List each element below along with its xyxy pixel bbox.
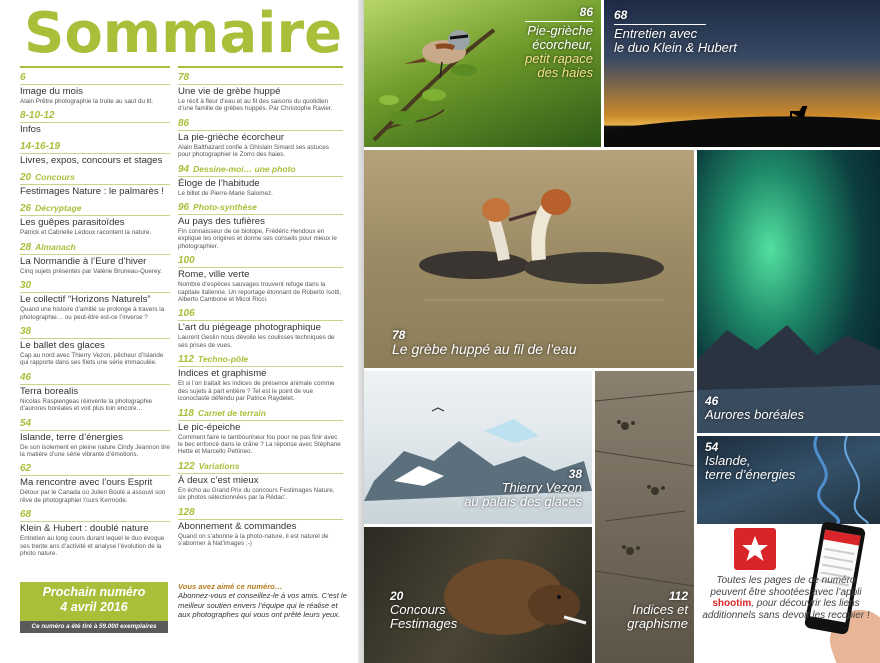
contents-entry[interactable]: [20, 172, 170, 198]
contest-page-number: 20: [390, 589, 404, 603]
entry-number: 62: [20, 463, 32, 475]
entry-heading: Rome, ville verte: [178, 269, 250, 281]
entry-number: 14-16-19: [20, 141, 61, 153]
entry-page-number: [20, 203, 170, 216]
entry-description: Comment faire le tambourineur fou pour ne pas finir avec le bec enfoncé dans le crâne ? La réponse avec Stéphane Hette et Marcello Pettineo.: [178, 433, 341, 456]
entry-heading: Klein & Hubert : doublé nature: [20, 523, 149, 535]
entry-heading: Le collectif “Horizons Naturels”: [20, 294, 151, 306]
interview-page-number: 68: [614, 8, 628, 22]
subscribe-promo: [178, 582, 348, 620]
contents-entry[interactable]: [20, 242, 170, 275]
tracks-caption: [627, 589, 688, 631]
shrike-caption-line1: Pie-grièche: [527, 23, 593, 38]
entry-number: 46: [20, 371, 32, 383]
shootim-text-before: Toutes les pages de ce numéro peuvent être shootées avec l’appli: [710, 575, 862, 598]
contents-entry[interactable]: [178, 72, 343, 113]
entry-number: 106: [178, 308, 195, 320]
entry-number: 20: [20, 172, 32, 184]
entry-category: Concours: [35, 172, 75, 183]
entry-number: 86: [178, 117, 190, 129]
entry-heading: Image du mois: [20, 86, 83, 97]
entry-page-number: [178, 202, 343, 215]
entry-heading: Ma rencontre avec l’ours Esprit: [20, 477, 153, 489]
entry-category: Dessine-moi… une photo: [193, 163, 296, 174]
entry-description: Fin connaisseur de ce biotope, Frédéric Hendoux en explique les origines et donne ses conseils pour mieux le photographier.: [178, 228, 337, 250]
phone-line: [822, 564, 852, 571]
title-rule-left: [20, 66, 170, 68]
iceland-photo-panel[interactable]: [697, 436, 880, 524]
entry-page-number: [20, 72, 170, 85]
print-run-note: Ce numéro a été tiré à 59.000 exemplaires: [20, 621, 168, 633]
entry-description: Et si l’on traitait les indices de présence animale comme des sujets à part entière ? Tel est le point de vue iconoclaste défendu par Patrice Raydelet.: [178, 380, 335, 403]
entry-description: Nicolas Raspiengeas réinvente la photographie d’aurores boréales et voit plus loin encore…: [20, 397, 152, 413]
entry-number: 100: [178, 255, 195, 267]
shootim-text-after: , pour découvrir les liens additionnels sans devoir les recopier !: [702, 598, 870, 621]
contents-entry[interactable]: [20, 463, 170, 504]
contents-column-left: [20, 72, 170, 563]
entry-number: 28: [20, 241, 32, 253]
entry-description: Cinq sujets présentés par Valérie Bruneau-Querey.: [20, 267, 162, 275]
ice-caption-line2: au palais des glaces: [464, 494, 582, 509]
entry-number: 112: [178, 354, 194, 366]
entry-heading: Éloge de l’habitude: [178, 177, 260, 189]
contents-entry[interactable]: [20, 141, 170, 167]
shrike-page-number: 86: [579, 5, 593, 19]
interview-caption-line2: le duo Klein & Hubert: [614, 40, 737, 55]
tracks-caption-line1: Indices et: [632, 602, 688, 617]
grebe-caption: [392, 328, 576, 356]
contents-entry[interactable]: [20, 110, 170, 136]
entry-number: 78: [178, 72, 190, 83]
aurora-page-number: 46: [705, 394, 719, 408]
star-icon: [740, 534, 770, 564]
grebe-caption-line1: Le grèbe huppé au fil de l’eau: [392, 341, 577, 357]
entry-number: 118: [178, 407, 194, 419]
title-rule-right: [178, 66, 343, 68]
entry-page-number: [20, 509, 170, 522]
entry-description: Entretien au long cours durant lequel le duo évoque ses trente ans d’activité et analyse l’évolution de la photo nature.: [20, 535, 165, 558]
aurora-caption-line1: Aurores boréales: [705, 407, 804, 422]
shootim-logo: [734, 528, 776, 570]
entry-page-number: [20, 326, 170, 339]
entry-heading: Infos: [20, 124, 41, 136]
entry-heading: Terra borealis: [20, 385, 79, 397]
entry-description: Cap au nord avec Thierry Vezon, pêcheur d’Islande qui rapporte dans ses filets une série immaculée.: [20, 352, 164, 367]
entry-number: 8-10-12: [20, 110, 55, 122]
contents-entry[interactable]: [20, 509, 170, 557]
ice-page-number: 38: [568, 467, 582, 481]
contents-entry[interactable]: [178, 164, 343, 197]
entry-page-number: [20, 172, 170, 185]
contents-entry[interactable]: [20, 326, 170, 367]
entry-page-number: [178, 408, 343, 421]
contents-column-right: [178, 72, 343, 552]
entry-description: Alain Balthazard confie à Ghislain Simard ses astuces pour photographier le Zorro des haies.: [178, 143, 329, 159]
contents-entry[interactable]: [20, 418, 170, 459]
shootim-text: [700, 575, 872, 621]
shootim-brand: shootim: [712, 598, 752, 609]
contents-entry[interactable]: [20, 372, 170, 413]
entry-heading: Livres, expos, concours et stages: [20, 155, 163, 167]
entry-description: Nombre d’espèces sauvages trouvent refuge dans la capitale italienne. Un reportage étonnant de Roberto Isotti, Alberto Cambone et Micol Ricci.: [178, 281, 342, 304]
ice-photo-panel[interactable]: [364, 371, 592, 524]
contest-caption: [390, 589, 457, 631]
entry-category: Photo-synthèse: [193, 202, 257, 213]
interview-photo-panel[interactable]: [604, 0, 880, 147]
contents-entry[interactable]: [20, 72, 170, 105]
entry-category: Variations: [198, 460, 240, 471]
entry-page-number: [178, 354, 343, 367]
entry-heading: Au pays des tufières: [178, 216, 265, 228]
entry-description: Laurent Geslin nous dévoile les coulisses techniques de ses prises de vues.: [178, 334, 335, 349]
promo-lead: Vous avez aimé ce numéro…: [178, 582, 283, 591]
next-issue-date: 4 avril 2016: [60, 600, 128, 614]
entry-description: En écho au Grand Prix du concours Festimages Nature, six photos sélectionnées par la Rédac’.: [178, 486, 335, 502]
aurora-photo-panel[interactable]: [697, 150, 880, 433]
entry-page-number: [20, 418, 170, 431]
entry-page-number: [178, 118, 343, 131]
entry-page-number: [178, 164, 343, 177]
entry-heading: Le pic-épeiche: [178, 421, 241, 433]
page-title: Sommaire: [24, 1, 343, 66]
entry-heading: La Normandie à l’Eure d’hiver: [20, 255, 147, 267]
contents-entry[interactable]: [20, 203, 170, 236]
entry-page-number: [178, 255, 343, 268]
contest-caption-line2: Festimages: [390, 616, 458, 631]
entry-page-number: [20, 110, 170, 123]
interview-caption-line1: Entretien avec: [614, 26, 698, 41]
contents-entry[interactable]: [178, 202, 343, 250]
phone-line: [825, 548, 855, 555]
contents-entry[interactable]: [178, 507, 343, 548]
entry-page-number: [178, 507, 343, 520]
next-issue-label: Prochain numéro: [42, 585, 146, 599]
tracks-page-number: 112: [668, 589, 688, 603]
shrike-caption-line4: des haies: [537, 65, 593, 80]
entry-page-number: [20, 372, 170, 385]
contents-entry[interactable]: [178, 118, 343, 159]
contents-entry[interactable]: [178, 308, 343, 349]
aurora-caption: [705, 394, 804, 422]
entry-heading: Une vie de grèbe huppé: [178, 86, 281, 97]
tracks-photo-panel[interactable]: [595, 371, 694, 663]
ice-caption: [464, 467, 582, 509]
interview-caption: [614, 8, 737, 55]
ice-caption-line1: Thierry Vezon: [501, 480, 582, 495]
iceland-caption-line1: Islande,: [705, 453, 751, 468]
shrike-caption-line3: petit rapace: [525, 51, 593, 66]
iceland-caption-line2: terre d’énergies: [705, 467, 796, 482]
entry-heading: Les guêpes parasitoïdes: [20, 217, 125, 229]
entry-page-number: [178, 308, 343, 321]
entry-page-number: [20, 141, 170, 154]
contents-entry[interactable]: [178, 461, 343, 502]
entry-page-number: [178, 461, 343, 474]
entry-description: Le récit à fleur d’eau et au fil des saisons du quotidien d’une famille de grèbes huppés. Par Christophe Ravier.: [178, 98, 333, 113]
entry-number: 96: [178, 202, 190, 214]
contents-page: [0, 0, 358, 663]
entry-number: 68: [20, 509, 32, 521]
iceland-page-number: 54: [705, 440, 719, 454]
shrike-caption-line2: écorcheur,: [532, 37, 593, 52]
entry-number: 30: [20, 280, 32, 292]
entry-category: Almanach: [35, 241, 76, 252]
contest-caption-line1: Concours: [390, 602, 446, 617]
entry-category: Décryptage: [35, 203, 82, 214]
entry-heading: La pie-grièche écorcheur: [178, 131, 285, 143]
iceland-caption: [705, 440, 795, 482]
entry-number: 6: [20, 72, 26, 83]
entry-description: Patrick et Cabrielle Ledoux racontent la nature.: [20, 229, 152, 237]
phone-line: [823, 556, 853, 563]
entry-category: Techno-pôle: [197, 354, 249, 365]
aurora-landscape: [697, 150, 880, 433]
phone-app-bar: [824, 530, 861, 546]
contents-entry[interactable]: [178, 408, 343, 456]
entry-page-number: [178, 72, 343, 85]
grebe-photo-panel[interactable]: [364, 150, 694, 368]
tracks-caption-line2: graphisme: [627, 616, 688, 631]
entry-heading: Festimages Nature : le palmarès !: [20, 186, 164, 198]
entry-heading: À deux c’est mieux: [178, 474, 259, 486]
entry-category: Carnet de terrain: [197, 407, 266, 418]
promo-text: Abonnez-vous et conseillez-le à vos amis. C’est le meilleur soutien envers l’équipe qui le réalise et aux photographes qui vous ont prêté leurs yeux.: [178, 591, 347, 620]
entry-page-number: [20, 280, 170, 293]
shrike-caption: [525, 5, 593, 80]
caption-rule: [614, 24, 706, 25]
entry-number: 122: [178, 460, 195, 472]
entry-heading: L’art du piégeage photographique: [178, 322, 321, 334]
entry-description: Alain Prêtre photographie la truite au saut du lit.: [20, 98, 154, 105]
shrike-photo-panel[interactable]: [364, 0, 601, 147]
entry-number: 128: [178, 506, 195, 518]
entry-description: Détour par le Canada où Julien Boulé a assouvi son rêve de photographier l’ours Kermode.: [20, 489, 166, 504]
entry-description: Quand une histoire d’amitié se prolonge à travers la photographie… ou peut-être est-ce l’inverse ?: [20, 306, 165, 321]
grebe-page-number: 78: [392, 328, 406, 342]
entry-description: Quand on s’abonne à la photo-nature, il est naturel de s’abonner à Nat’images ;-): [178, 532, 329, 547]
entry-number: 26: [20, 203, 32, 215]
next-issue-box: [20, 582, 168, 622]
entry-heading: Abonnement & commandes: [178, 520, 297, 532]
entry-number: 38: [20, 326, 32, 338]
entry-heading: Indices et graphisme: [178, 368, 267, 380]
entry-number: 94: [178, 163, 190, 175]
entry-heading: Le ballet des glaces: [20, 340, 105, 352]
contents-entry[interactable]: [178, 255, 343, 303]
entry-number: 54: [20, 417, 32, 429]
entry-description: De son isolement en pleine nature Cindy Jeannon tire la matière d’une série vibrante d’émotions.: [20, 443, 170, 459]
contest-photo-panel[interactable]: [364, 527, 592, 663]
caption-rule: [525, 21, 593, 22]
entry-page-number: [20, 242, 170, 255]
entry-page-number: [20, 463, 170, 476]
entry-description: Le billet de Pierre-Marie Salomez.: [178, 189, 273, 197]
entry-heading: Islande, terre d’énergies: [20, 431, 123, 443]
contents-entry[interactable]: [178, 354, 343, 402]
contents-entry[interactable]: [20, 280, 170, 321]
